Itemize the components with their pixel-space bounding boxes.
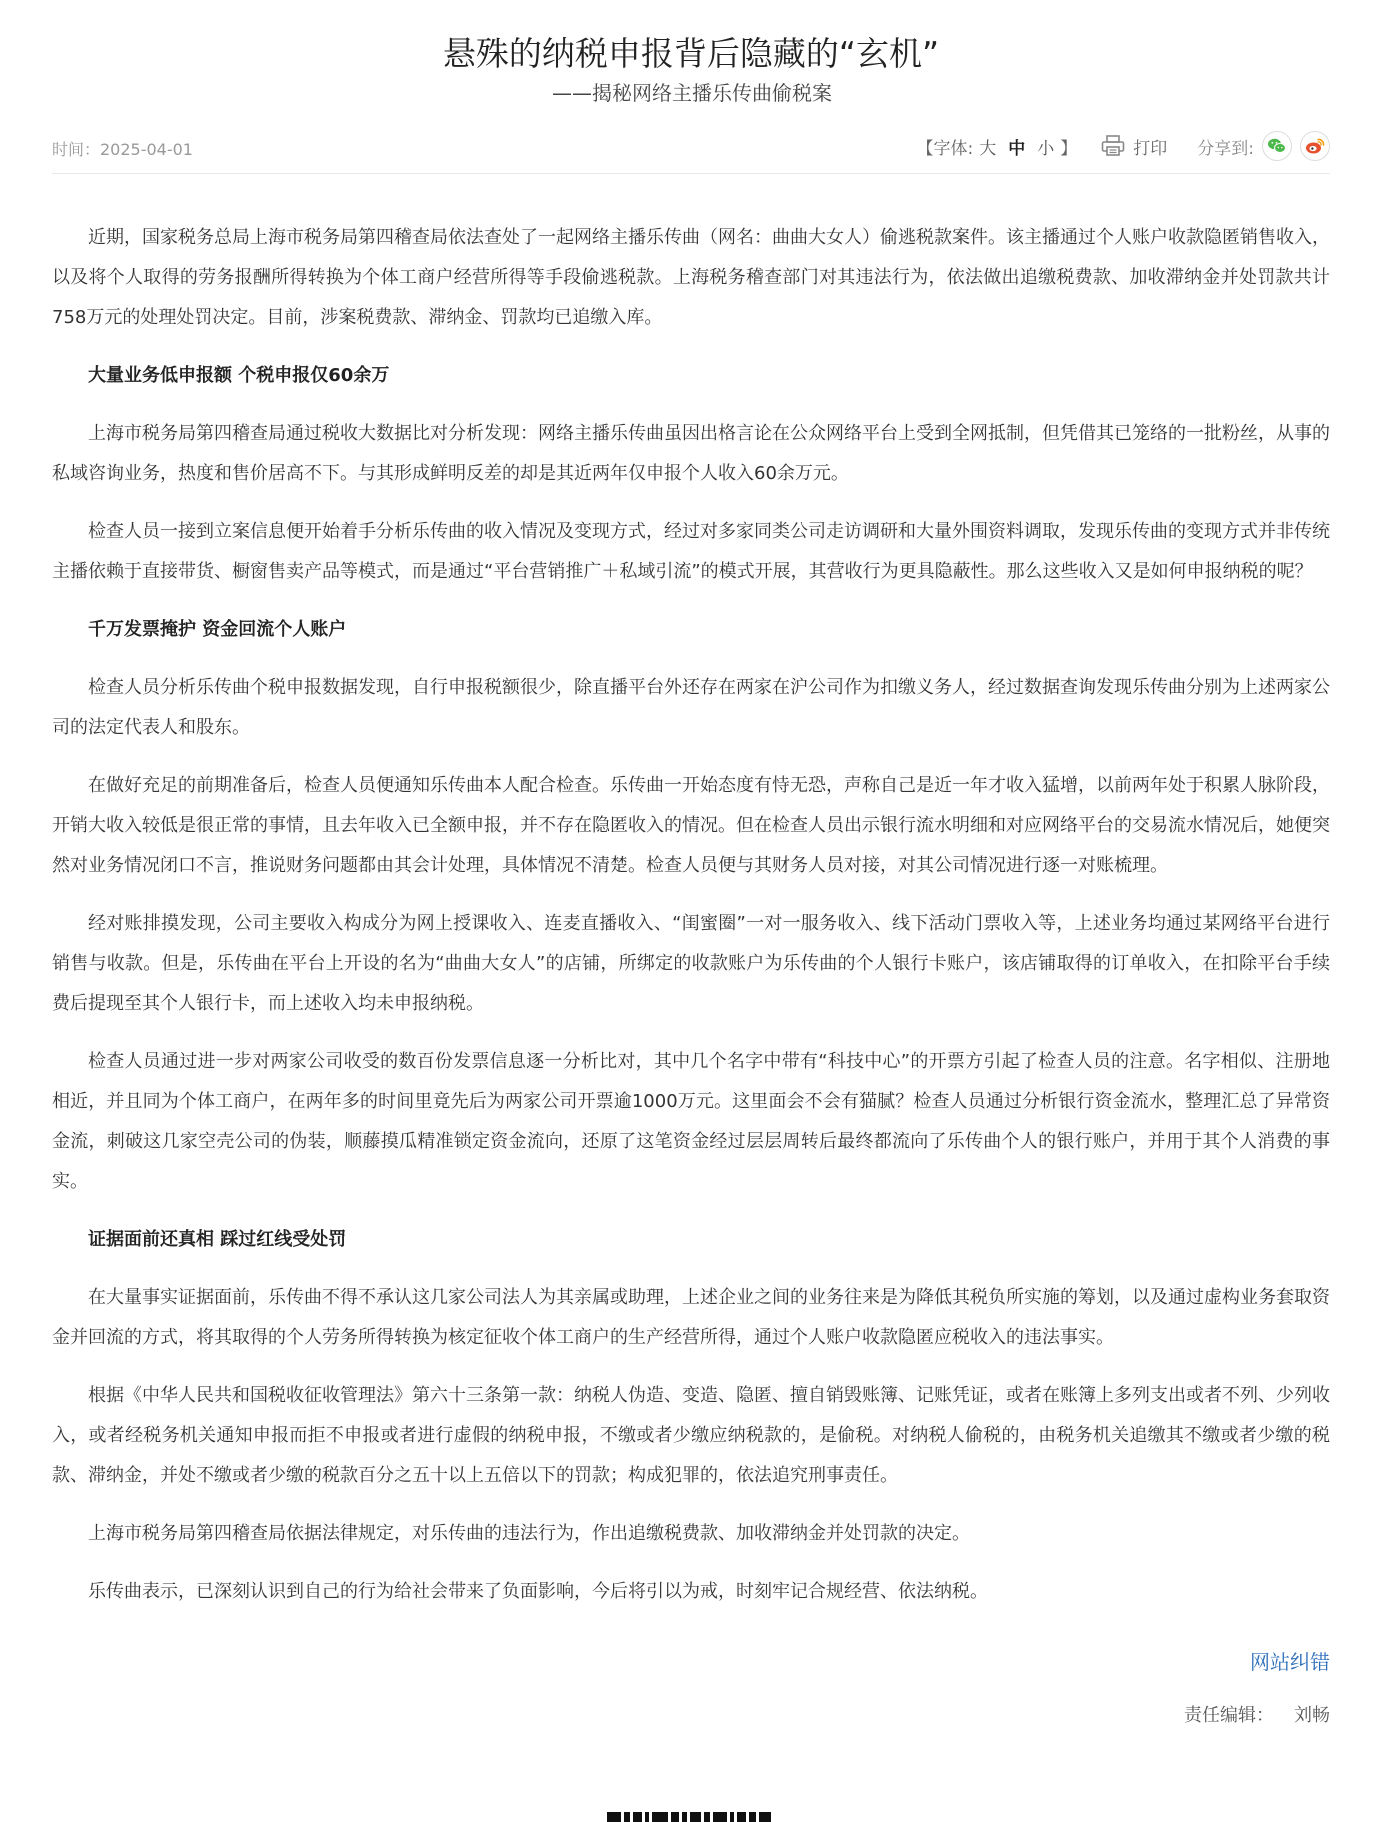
- article-body: [52, 218, 1330, 1612]
- font-size-medium-button[interactable]: 中: [1008, 138, 1026, 159]
- wechat-icon: [1267, 137, 1287, 155]
- paragraph: 检查人员通过进一步对两家公司收受的数百份发票信息逐一分析比对，其中几个名字中带有“科技中心”的开票方引起了检查人员的注意。名字相似、注册地相近，并且同为个体工商户，在两年多的时间里竟先后为两家公司开票逾1000万元。这里面会不会有猫腻？检查人员通过分析银行资金流水，整理汇总了异常资金流，刺破这几家空壳公司的伪装，顺藤摸瓜精准锁定资金流向，还原了这笔资金经过层层周转后最终都流向了乐传曲个人的银行账户，并用于其个人消费的事实。: [52, 1051, 1330, 1192]
- paragraph: 上海市税务局第四稽查局依据法律规定，对乐传曲的违法行为，作出追缴税费款、加收滞纳金并处罚款的决定。: [88, 1523, 970, 1544]
- section-heading: 证据面前还真相 踩过红线受处罚: [88, 1229, 347, 1250]
- section-heading: 千万发票掩护 资金回流个人账户: [88, 619, 347, 640]
- font-size-control: [917, 134, 1084, 159]
- site-correction-link[interactable]: 网站纠错: [1250, 1650, 1330, 1674]
- printer-icon: [1101, 135, 1125, 157]
- editor-name: 刘畅: [1294, 1705, 1330, 1726]
- publish-time: 时间：2025-04-01: [52, 140, 193, 159]
- paragraph: 根据《中华人民共和国税收征收管理法》第六十三条第一款：纳税人伪造、变造、隐匿、擅自销毁账簿、记账凭证，或者在账簿上多列支出或者不列、少列收入，或者经税务机关通知申报而拒不申报或者进行虚假的纳税申报，不缴或者少缴应纳税款的，是偷税。对纳税人偷税的，由税务机关追缴其不缴或者少缴的税款、滞纳金，并处不缴或者少缴的税款百分之五十以上五倍以下的罚款；构成犯罪的，依法追究刑事责任。: [52, 1385, 1330, 1486]
- editor-label: 责任编辑：: [1184, 1705, 1274, 1726]
- article-title: 悬殊的纳税申报背后隐藏的“玄机”: [442, 34, 940, 73]
- paragraph: 在大量事实证据面前，乐传曲不得不承认这几家公司法人为其亲属或助理，上述企业之间的业务往来是为降低其税负所实施的筹划，以及通过虚构业务套取资金并回流的方式，将其取得的个人劳务所得转换为核定征收个体工商户的生产经营所得，通过个人账户收款隐匿应税收入的违法事实。: [52, 1287, 1330, 1348]
- paragraph: 近期，国家税务总局上海市税务局第四稽查局依法查处了一起网络主播乐传曲（网名：曲曲大女人）偷逃税款案件。该主播通过个人账户收款隐匿销售收入，以及将个人取得的劳务报酬所得转换为个体工商户经营所得等手段偷逃税款。上海税务稽查部门对其违法行为，依法做出追缴税费款、加收滞纳金并处罚款共计758万元的处理处罚决定。目前，涉案税费款、滞纳金、罚款均已追缴入库。: [52, 227, 1330, 328]
- share-weibo-button[interactable]: [1300, 131, 1330, 161]
- qr-code-fragment: [607, 1812, 771, 1822]
- article-meta-bar: [52, 133, 1330, 174]
- font-size-small-button[interactable]: 小: [1037, 138, 1055, 159]
- share-wechat-button[interactable]: [1262, 131, 1292, 161]
- font-size-large-button[interactable]: 大: [979, 138, 997, 159]
- share-label: 分享到:: [1197, 138, 1254, 159]
- paragraph: 检查人员分析乐传曲个税申报数据发现，自行申报税额很少，除直播平台外还存在两家在沪公司作为扣缴义务人，经过数据查询发现乐传曲分别为上述两家公司的法定代表人和股东。: [52, 677, 1330, 738]
- weibo-icon: [1305, 137, 1325, 155]
- font-size-label: 【字体:: [916, 138, 974, 159]
- paragraph: 乐传曲表示，已深刻认识到自己的行为给社会带来了负面影响，今后将引以为戒，时刻牢记合规经营、依法纳税。: [88, 1581, 988, 1602]
- paragraph: 在做好充足的前期准备后，检查人员便通知乐传曲本人配合检查。乐传曲一开始态度有恃无恐，声称自己是近一年才收入猛增，以前两年处于积累人脉阶段，开销大收入较低是很正常的事情，且去年收入已全额申报，并不存在隐匿收入的情况。但在检查人员出示银行流水明细和对应网络平台的交易流水情况后，她便突然对业务情况闭口不言，推说财务问题都由其会计处理，具体情况不清楚。检查人员便与其财务人员对接，对其公司情况进行逐一对账梳理。: [52, 775, 1330, 876]
- article-subtitle: ——揭秘网络主播乐传曲偷税案: [552, 81, 832, 105]
- article-toolbar: [917, 129, 1330, 163]
- font-size-bracket-close: 】: [1060, 138, 1078, 159]
- section-heading: 大量业务低申报额 个税申报仅60余万: [88, 365, 390, 386]
- paragraph: 上海市税务局第四稽查局通过税收大数据比对分析发现：网络主播乐传曲虽因出格言论在公众网络平台上受到全网抵制，但凭借其已笼络的一批粉丝，从事的私域咨询业务，热度和售价居高不下。与其形成鲜明反差的却是其近两年仅申报个人收入60余万元。: [52, 423, 1330, 484]
- print-label: 打印: [1133, 138, 1168, 159]
- responsible-editor: [52, 1701, 1330, 1727]
- paragraph: 检查人员一接到立案信息便开始着手分析乐传曲的收入情况及变现方式，经过对多家同类公司走访调研和大量外围资料调取，发现乐传曲的变现方式并非传统主播依赖于直接带货、橱窗售卖产品等模式，而是通过“平台营销推广＋私域引流”的模式开展，其营收行为更具隐蔽性。那么这些收入又是如何申报纳税的呢？: [52, 521, 1330, 582]
- print-button[interactable]: [1101, 134, 1167, 159]
- paragraph: 经对账排摸发现，公司主要收入构成分为网上授课收入、连麦直播收入、“闺蜜圈”一对一服务收入、线下活动门票收入等，上述业务均通过某网络平台进行销售与收款。但是，乐传曲在平台上开设的名为“曲曲大女人”的店铺，所绑定的收款账户为乐传曲的个人银行卡账户，该店铺取得的订单收入，在扣除平台手续费后提现至其个人银行卡，而上述收入均未申报纳税。: [52, 913, 1330, 1014]
- article: [52, 0, 1330, 1727]
